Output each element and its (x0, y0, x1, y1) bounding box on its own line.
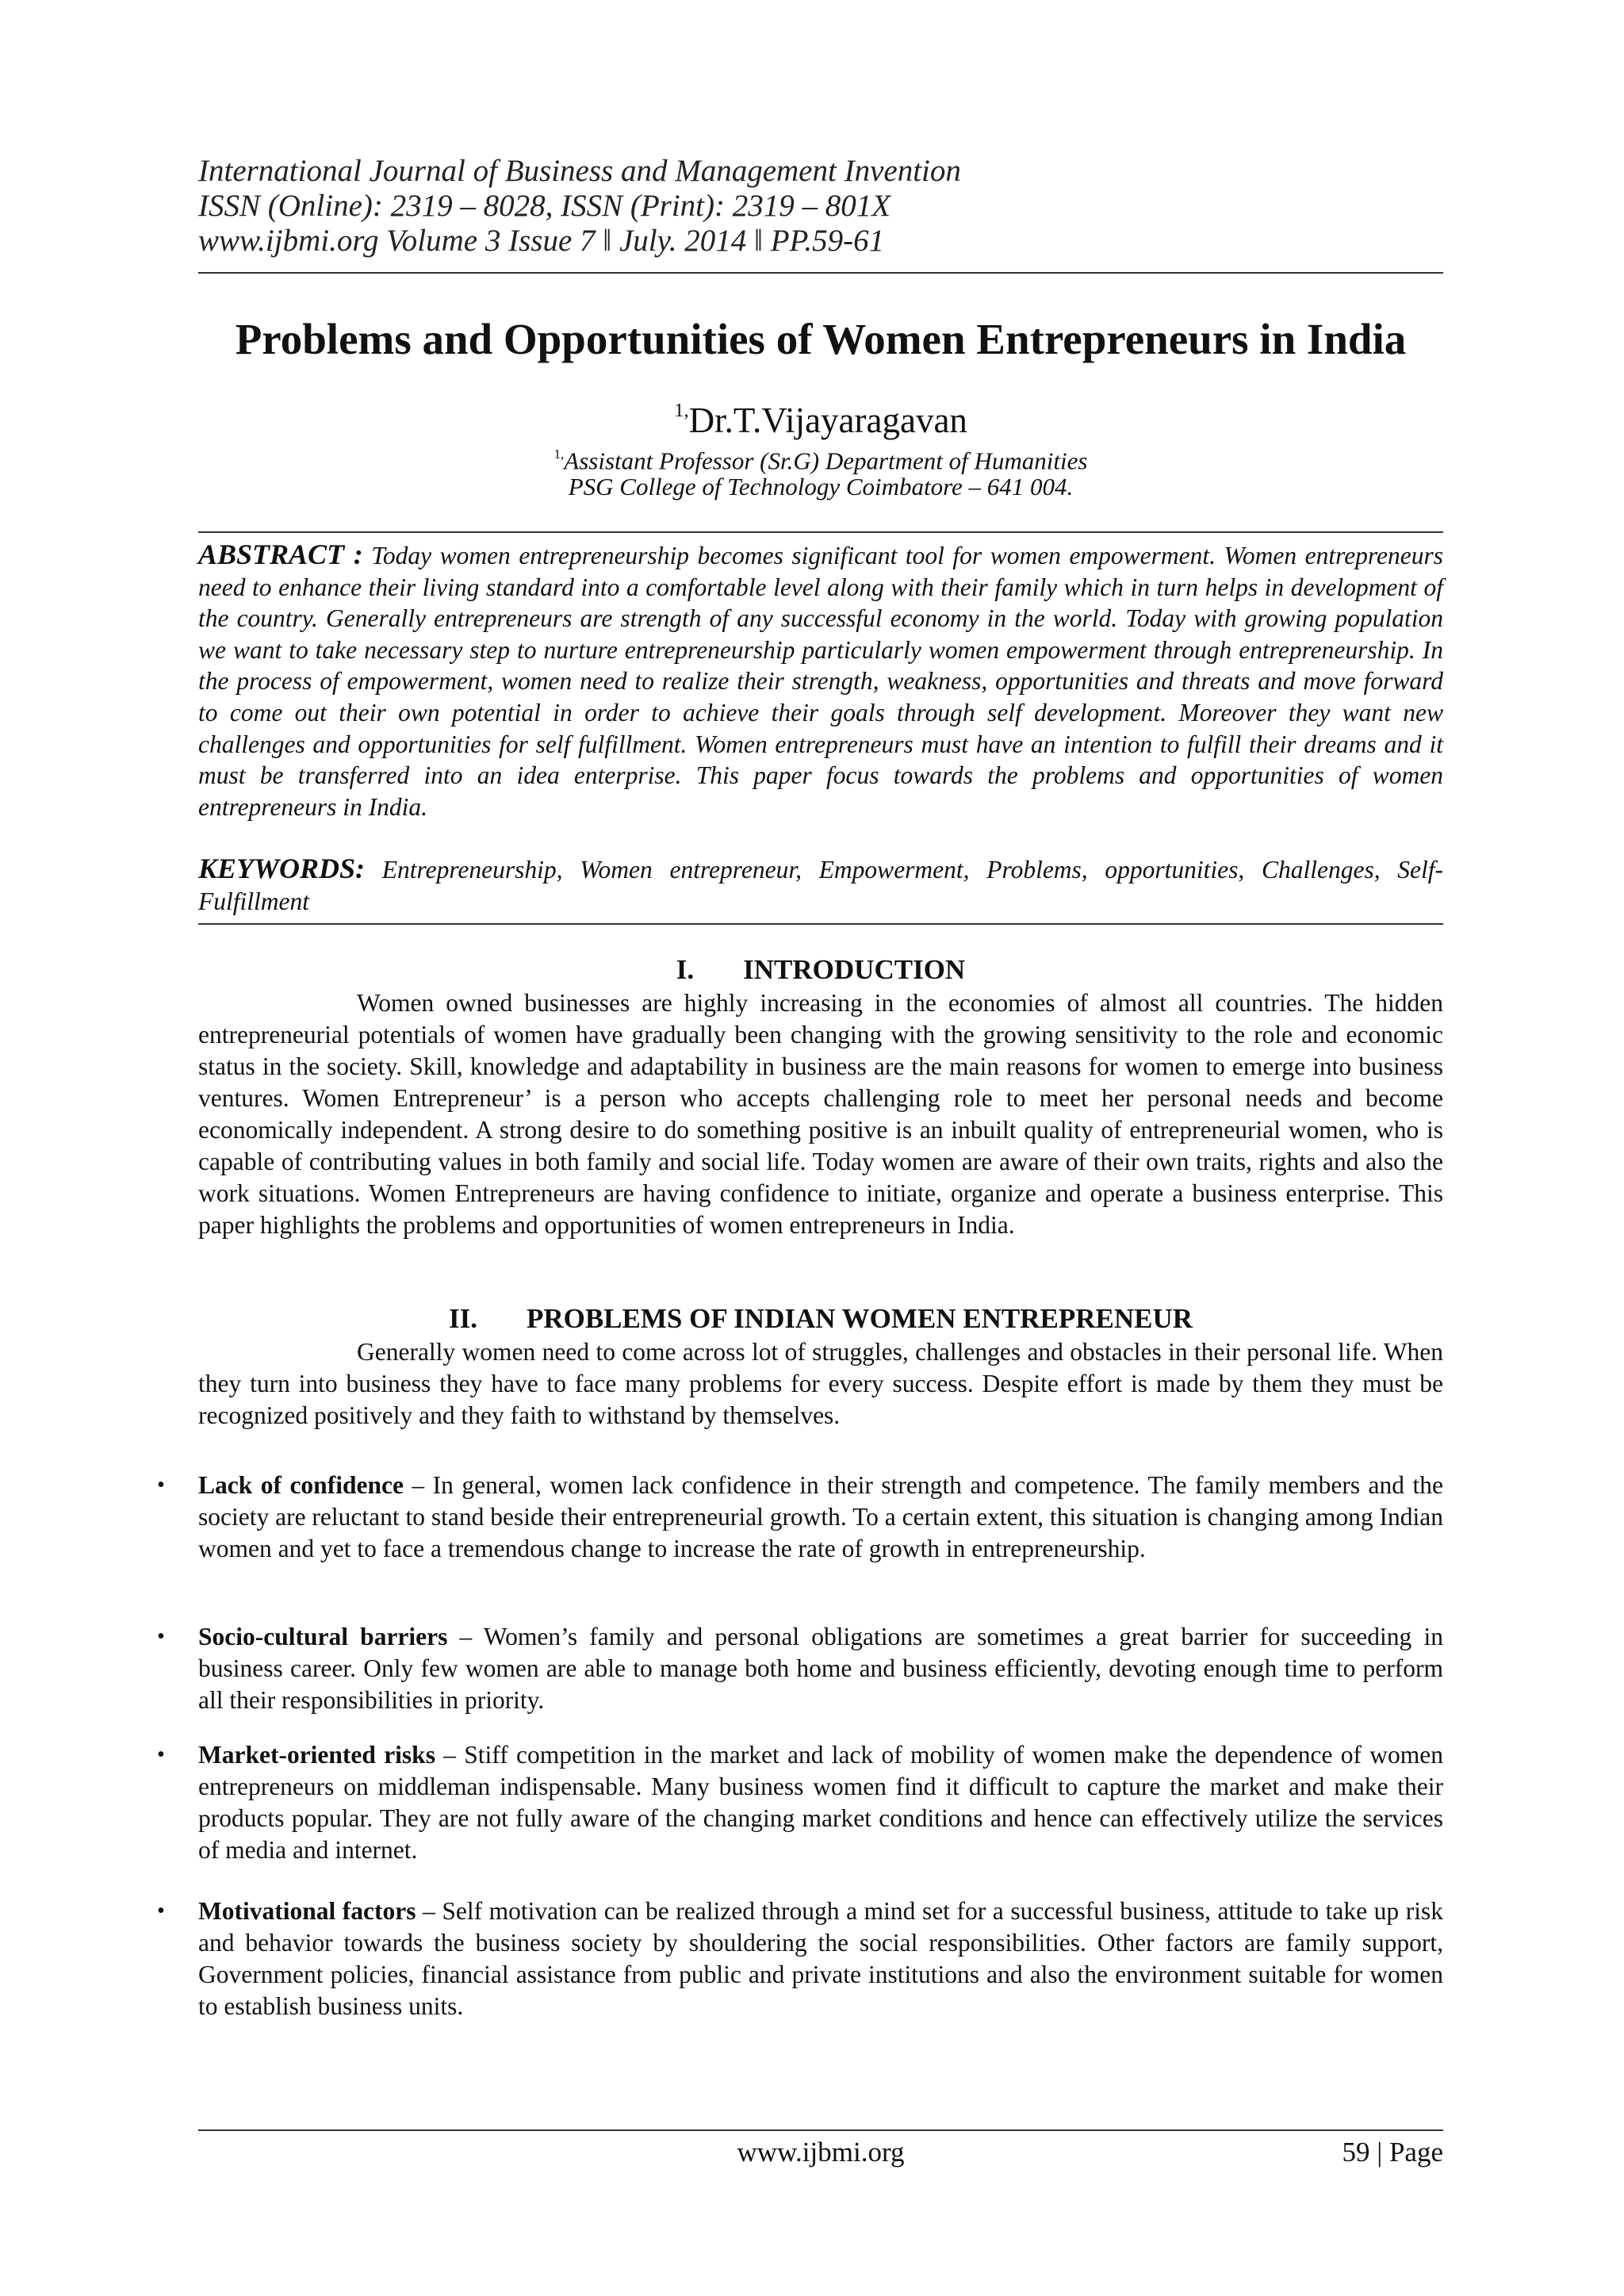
keywords-bottom-rule (198, 923, 1443, 925)
affiliation-superscript: 1, (553, 447, 565, 462)
bullet-icon: • (157, 1742, 165, 1767)
list-item (157, 1470, 1443, 1565)
bullet-icon: • (157, 1899, 165, 1923)
affiliation-line-2: PSG College of Technology Coimbatore – 641 004. (568, 473, 1074, 500)
section-heading-introduction (198, 954, 1443, 986)
abstract-text: Today women entrepreneurship becomes significant tool for women empowerment. Women entrepreneurs need to enhance their living standard into a comfortable level along with their family which in turn helps in development of the country. Generally entrepreneurs are strength of any successful economy in the world. Today with growing population we want to take necessary step to nurture entrepreneurship particularly women empowerment through entrepreneurship. In the process of empowerment, women need to realize their strength, weakness, opportunities and threats and move forward to come out their own potential in order to achieve their goals through self development. Moreover they want new challenges and opportunities for self fulfillment. Women entrepreneurs must have an intention to fulfill their dreams and it must be transferred into an idea enterprise. This paper focus towards the problems and opportunities of women entrepreneurs in India. (198, 542, 1443, 821)
section-number: I. (676, 954, 695, 985)
bullet-icon: • (157, 1624, 165, 1649)
list-item-term: Market-oriented risks (198, 1741, 435, 1769)
footer-rule (198, 2129, 1443, 2131)
problems-paragraph: Generally women need to come across lot of struggles, challenges and obstacles in their personal life. When they turn into business they have to face many problems for every success. Despite effort is made by them they must be recognized positively and they faith to withstand by themselves. (198, 1338, 1443, 1429)
author-line (198, 390, 1443, 441)
list-item-term: Socio-cultural barriers (198, 1623, 448, 1650)
journal-issn: ISSN (Online): 2319 – 8028, ISSN (Print): 2319 – 801X (198, 189, 891, 223)
journal-name: International Journal of Business and Management Invention (198, 154, 961, 188)
list-item-term: Lack of confidence (198, 1471, 404, 1499)
list-item-term: Motivational factors (198, 1897, 416, 1925)
keywords-text: Entrepreneurship, Women entrepreneur, Empowerment, Problems, opportunities, Challenges, Self-Fulfillment (198, 856, 1443, 915)
section-heading-problems (198, 1303, 1443, 1335)
list-item-text: – Women’s family and personal obligations are sometimes a great barrier for succeeding in business career. Only few women are able to manage both home and business efficiently, devoting enough time to perform all their responsibilities in priority. (198, 1623, 1443, 1714)
section-title: INTRODUCTION (743, 954, 966, 985)
document-page (157, 0, 1443, 2296)
list-item-text: – Self motivation can be realized through a mind set for a successful business, attitude to take up risk and behavior towards the business society by shouldering the social responsibilities. Other factors are family support, Government policies, financial assistance from public and private institutions and also the environment suitable for women to establish business units. (198, 1897, 1443, 2020)
keywords-label: KEYWORDS: (198, 853, 366, 884)
journal-header (198, 154, 1443, 259)
keywords (198, 853, 1443, 918)
journal-volume: www.ijbmi.org Volume 3 Issue 7 ǁ July. 2014 ǁ PP.59-61 (198, 224, 885, 258)
introduction-paragraph: Women owned businesses are highly increasing in the economies of almost all countries. The hidden entrepreneurial potentials of women have gradually been changing with the growing sensitivity to the role and economic status in the society. Skill, knowledge and adaptability in business are the main reasons for women to emerge into business ventures. Women Entrepreneur’ is a person who accepts challenging role to meet her personal needs and become economically independent. A strong desire to do something positive is an inbuilt quality of entrepreneurial women, who is capable of contributing values in both family and social life. Today women are aware of their own traits, rights and also the work situations. Women Entrepreneurs are having confidence to initiate, organize and operate a business enterprise. This paper highlights the problems and opportunities of women entrepreneurs in India. (198, 989, 1443, 1239)
paper-title: Problems and Opportunities of Women Entrepreneurs in India (235, 315, 1407, 363)
author-name: Dr.T.Vijayaragavan (688, 400, 967, 440)
list-item-text: – Stiff competition in the market and lack of mobility of women make the dependence of women entrepreneurs on middleman indispensable. Many business women find it difficult to capture the market and make their products popular. They are not fully aware of the changing market conditions and hence can effectively utilize the services of media and internet. (198, 1741, 1443, 1864)
list-item-text: – In general, women lack confidence in their strength and competence. The family members and the society are reluctant to stand beside their entrepreneurial growth. To a certain extent, this situation is changing among Indian women and yet to face a tremendous change to increase the rate of growth in entrepreneurship. (198, 1471, 1443, 1562)
footer-website: www.ijbmi.org (737, 2137, 905, 2168)
abstract-label: ABSTRACT : (198, 539, 363, 570)
list-item (157, 1895, 1443, 2022)
bullet-icon: • (157, 1473, 165, 1497)
header-rule (198, 272, 1443, 274)
abstract (198, 539, 1443, 822)
section-title: PROBLEMS OF INDIAN WOMEN ENTREPRENEUR (526, 1303, 1193, 1334)
abstract-top-rule (198, 531, 1443, 533)
affiliation-department: Assistant Professor (Sr.G) Department of Humanities (564, 447, 1088, 475)
author-superscript: 1, (674, 400, 689, 421)
list-item (157, 1739, 1443, 1866)
list-item (157, 1621, 1443, 1716)
footer-page-number: 59 | Page (1342, 2137, 1443, 2168)
section-number: II. (448, 1303, 477, 1334)
